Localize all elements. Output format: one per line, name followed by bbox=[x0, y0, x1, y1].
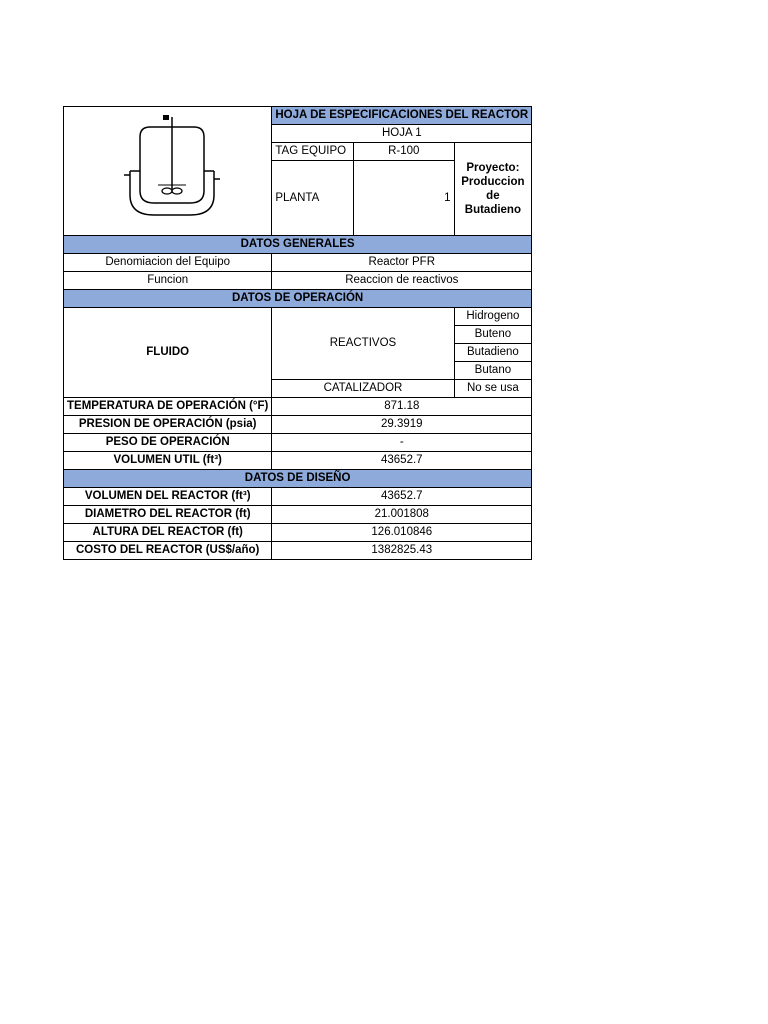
section-general-title: DATOS GENERALES bbox=[64, 236, 532, 254]
row-label: PRESION DE OPERACIÓN (psia) bbox=[64, 416, 272, 434]
reactant-item: Hidrogeno bbox=[454, 308, 532, 326]
reactor-diagram-cell bbox=[64, 107, 272, 236]
row-label: Funcion bbox=[64, 272, 272, 290]
catalyst-label: CATALIZADOR bbox=[272, 380, 454, 398]
row-value: 43652.7 bbox=[272, 452, 532, 470]
row-label: COSTO DEL REACTOR (US$/año) bbox=[64, 542, 272, 560]
reactor-spec-sheet bbox=[63, 106, 532, 560]
stirred-tank-reactor-icon bbox=[108, 109, 228, 227]
row-label: DIAMETRO DEL REACTOR (ft) bbox=[64, 506, 272, 524]
reactant-item: Butadieno bbox=[454, 344, 532, 362]
row-value: - bbox=[272, 434, 532, 452]
row-label: VOLUMEN UTIL (ft³) bbox=[64, 452, 272, 470]
row-value: 29.3919 bbox=[272, 416, 532, 434]
table-row bbox=[64, 452, 532, 470]
fluid-label: FLUIDO bbox=[64, 308, 272, 398]
row-value: Reaccion de reactivos bbox=[272, 272, 532, 290]
reactant-item: Buteno bbox=[454, 326, 532, 344]
row-value: 21.001808 bbox=[272, 506, 532, 524]
plant-label: PLANTA bbox=[272, 161, 354, 236]
row-label: TEMPERATURA DE OPERACIÓN (°F) bbox=[64, 398, 272, 416]
table-row bbox=[64, 488, 532, 506]
table-row bbox=[64, 254, 532, 272]
project-line: Produccion bbox=[461, 176, 525, 188]
table-row bbox=[64, 398, 532, 416]
row-label: Denomiacion del Equipo bbox=[64, 254, 272, 272]
project-line: Butadieno bbox=[464, 204, 521, 216]
row-label: ALTURA DEL REACTOR (ft) bbox=[64, 524, 272, 542]
table-row bbox=[64, 542, 532, 560]
row-value: 126.010846 bbox=[272, 524, 532, 542]
reactant-item: Butano bbox=[454, 362, 532, 380]
section-design-title: DATOS DE DISEÑO bbox=[64, 470, 532, 488]
sheet-title: HOJA DE ESPECIFICACIONES DEL REACTOR bbox=[272, 107, 532, 125]
table-row bbox=[64, 506, 532, 524]
table-row bbox=[64, 416, 532, 434]
row-label: PESO DE OPERACIÓN bbox=[64, 434, 272, 452]
tag-label: TAG EQUIPO bbox=[272, 143, 354, 161]
sheet-number: HOJA 1 bbox=[272, 125, 532, 143]
table-row bbox=[64, 524, 532, 542]
row-value: 43652.7 bbox=[272, 488, 532, 506]
project-line: de bbox=[486, 190, 500, 202]
table-row bbox=[64, 272, 532, 290]
plant-value: 1 bbox=[353, 161, 454, 236]
project-cell bbox=[454, 143, 532, 236]
row-value: 1382825.43 bbox=[272, 542, 532, 560]
row-label: VOLUMEN DEL REACTOR (ft³) bbox=[64, 488, 272, 506]
row-value: 871.18 bbox=[272, 398, 532, 416]
reactants-label: REACTIVOS bbox=[272, 308, 454, 380]
project-line: Proyecto: bbox=[466, 162, 520, 174]
row-value: Reactor PFR bbox=[272, 254, 532, 272]
table-row bbox=[64, 434, 532, 452]
section-operation-title: DATOS DE OPERACIÓN bbox=[64, 290, 532, 308]
catalyst-value: No se usa bbox=[454, 380, 532, 398]
tag-value: R-100 bbox=[353, 143, 454, 161]
